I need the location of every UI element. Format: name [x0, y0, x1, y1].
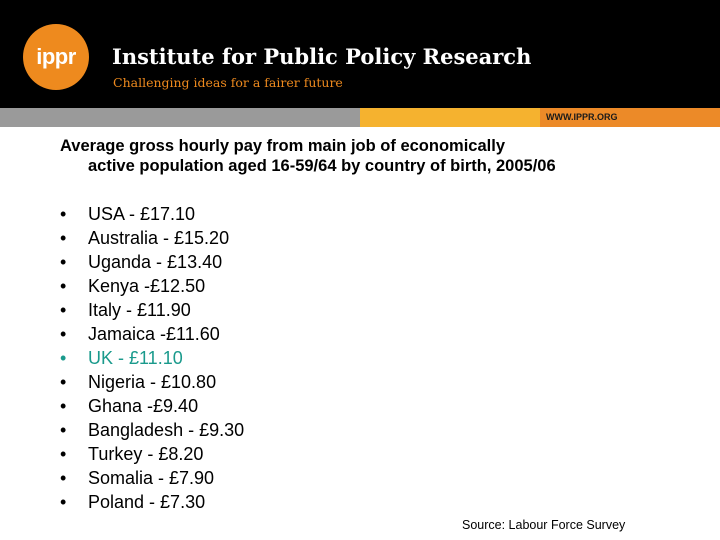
source-note: Source: Labour Force Survey [462, 518, 626, 532]
list-item [60, 298, 244, 322]
list-item [60, 250, 244, 274]
tagline: Challenging ideas for a fairer future [113, 75, 343, 90]
list-item-text: Australia - £15.20 [88, 228, 230, 248]
list-item-text: UK - £11.10 [88, 348, 183, 368]
institute-name: Institute for Public Policy Research [112, 44, 532, 69]
website-url[interactable]: WWW.IPPR.ORG [546, 112, 618, 122]
list-item-text: Italy - £11.90 [88, 300, 191, 320]
list-item-text: Poland - £7.30 [88, 492, 206, 512]
list-item-text: Jamaica -£11.60 [88, 324, 220, 344]
list-item-text: Turkey - £8.20 [88, 444, 204, 464]
list-item-text: Kenya -£12.50 [88, 276, 206, 296]
bullet-icon: • [60, 468, 67, 488]
list-item [60, 346, 244, 370]
bullet-icon: • [60, 492, 67, 512]
list-item-text: Somalia - £7.90 [88, 468, 215, 488]
bullet-icon: • [60, 276, 67, 296]
list-item-text: Nigeria - £10.80 [88, 372, 217, 392]
list-item [60, 466, 244, 490]
list-item [60, 274, 244, 298]
bullet-icon: • [60, 420, 67, 440]
bullet-icon: • [60, 396, 67, 416]
ippr-logo: ippr [23, 24, 89, 90]
list-item [60, 442, 244, 466]
bullet-icon: • [60, 204, 67, 224]
list-item-text: Uganda - £13.40 [88, 252, 223, 272]
bullet-icon: • [60, 348, 67, 368]
list-item [60, 490, 244, 514]
list-item [60, 226, 244, 250]
list-item [60, 418, 244, 442]
slide-title-line-1: Average gross hourly pay from main job of economically [60, 137, 506, 155]
list-item-text: Bangladesh - £9.30 [88, 420, 245, 440]
list-item [60, 322, 244, 346]
bullet-icon: • [60, 300, 67, 320]
list-item [60, 370, 244, 394]
list-item [60, 394, 244, 418]
list-item-text: Ghana -£9.40 [88, 396, 199, 416]
slide-title-line-2: active population aged 16-59/64 by country of birth, 2005/06 [88, 157, 556, 175]
header-banner [0, 0, 720, 108]
bullet-icon: • [60, 228, 67, 248]
list-item-text: USA - £17.10 [88, 204, 196, 224]
stripe-grey [0, 108, 360, 127]
bullet-icon: • [60, 444, 67, 464]
pay-by-country-list [60, 202, 244, 514]
stripe-gold [360, 108, 540, 127]
bullet-icon: • [60, 372, 67, 392]
bullet-icon: • [60, 324, 67, 344]
list-item [60, 202, 244, 226]
slide-title [60, 136, 700, 176]
bullet-icon: • [60, 252, 67, 272]
